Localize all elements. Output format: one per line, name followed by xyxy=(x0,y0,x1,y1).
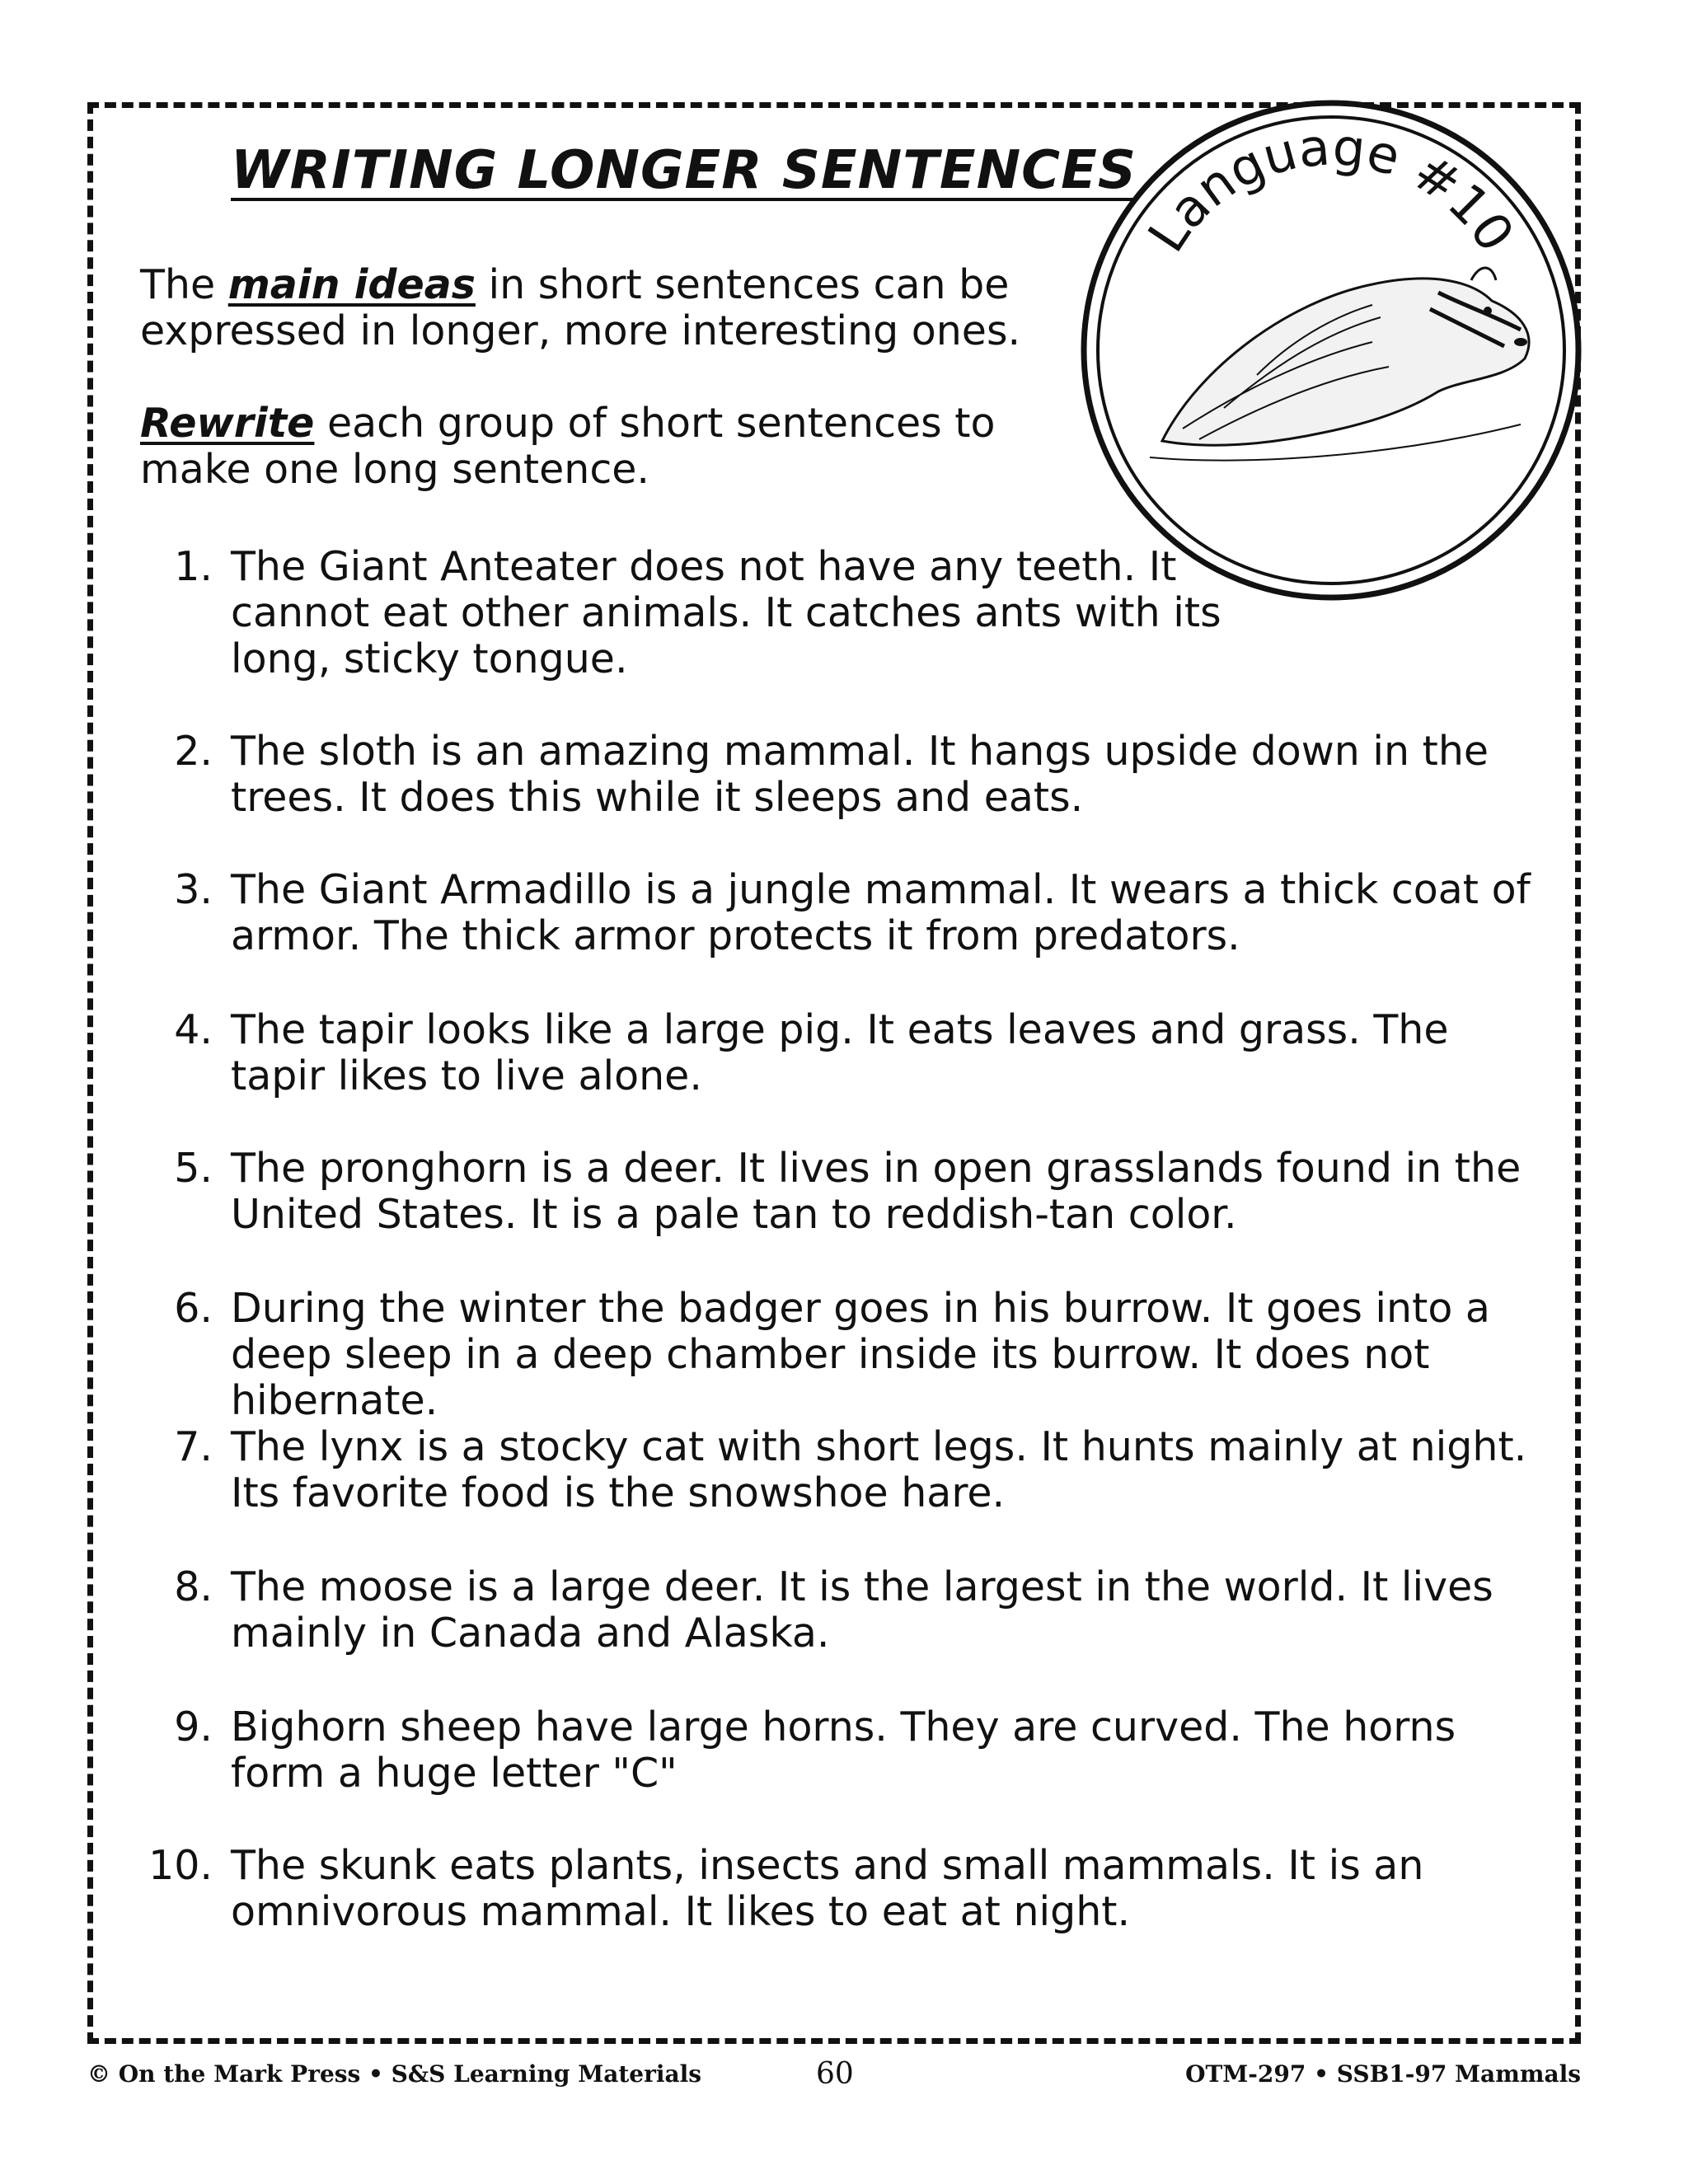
question-10 xyxy=(140,1843,1541,1935)
question-text: The Giant Armadillo is a jungle mammal. It wears a thick coat of armor. The thick armor protects it from predators. xyxy=(231,866,1531,959)
main-ideas-emphasis: main ideas xyxy=(227,261,476,308)
question-text: The Giant Anteater does not have any teeth. It cannot eat other animals. It catches ants with its long, sticky tongue. xyxy=(231,543,1221,682)
question-7 xyxy=(140,1424,1541,1516)
intro-paragraph-2 xyxy=(140,401,1096,493)
question-1 xyxy=(140,544,1269,682)
question-number: 3. xyxy=(174,866,213,913)
intro-2-suffix: each group of short sentences to make one long sentence. xyxy=(140,400,996,493)
question-9 xyxy=(140,1704,1541,1797)
question-text: The moose is a large deer. It is the largest in the world. It lives mainly in Canada and Alaska. xyxy=(231,1563,1493,1657)
question-text: The lynx is a stocky cat with short legs. It hunts mainly at night. Its favorite food is the snowshoe hare. xyxy=(231,1423,1527,1516)
question-number: 8. xyxy=(174,1563,213,1610)
question-number: 4. xyxy=(174,1006,213,1053)
language-badge xyxy=(1076,95,1587,606)
question-4 xyxy=(140,1007,1541,1099)
page-title: WRITING LONGER SENTENCES xyxy=(231,140,1137,201)
question-text: The tapir looks like a large pig. It eats leaves and grass. The tapir likes to live alone. xyxy=(231,1006,1449,1099)
question-number: 7. xyxy=(174,1423,213,1470)
badge-label: Language #10 xyxy=(1136,116,1526,263)
question-number: 5. xyxy=(174,1145,213,1192)
question-text: The sloth is an amazing mammal. It hangs upside down in the trees. It does this while it sleeps and eats. xyxy=(231,728,1489,821)
question-number: 1. xyxy=(174,543,213,590)
question-text: Bighorn sheep have large horns. They are curved. The horns form a huge letter "C" xyxy=(231,1704,1456,1797)
question-8 xyxy=(140,1564,1541,1657)
question-number: 2. xyxy=(174,728,213,775)
footer-product-code: OTM-297 • SSB1-97 Mammals xyxy=(1185,2060,1581,2088)
intro-1-suffix: in short sentences can be expressed in longer, more interesting ones. xyxy=(140,261,1021,354)
question-3 xyxy=(140,867,1541,959)
question-number: 6. xyxy=(174,1285,213,1332)
footer-publisher: © On the Mark Press • S&S Learning Materials xyxy=(87,2060,702,2088)
intro-paragraph-1 xyxy=(140,262,1096,354)
intro-1-prefix: The xyxy=(140,261,228,308)
rewrite-emphasis: Rewrite xyxy=(140,400,315,447)
question-6 xyxy=(140,1286,1541,1424)
question-text: The pronghorn is a deer. It lives in open grasslands found in the United States. It is a pale tan to reddish-tan color. xyxy=(231,1145,1522,1238)
question-5 xyxy=(140,1146,1541,1238)
question-number: 9. xyxy=(174,1704,213,1750)
question-2 xyxy=(140,729,1541,821)
question-text: The skunk eats plants, insects and small mammals. It is an omnivorous mammal. It likes to eat at night. xyxy=(231,1842,1424,1935)
question-number: 10. xyxy=(148,1842,213,1889)
question-text: During the winter the badger goes in his burrow. It goes into a deep sleep in a deep chamber inside its burrow. It does not hibernate. xyxy=(231,1285,1490,1424)
page-number: 60 xyxy=(816,2057,854,2091)
